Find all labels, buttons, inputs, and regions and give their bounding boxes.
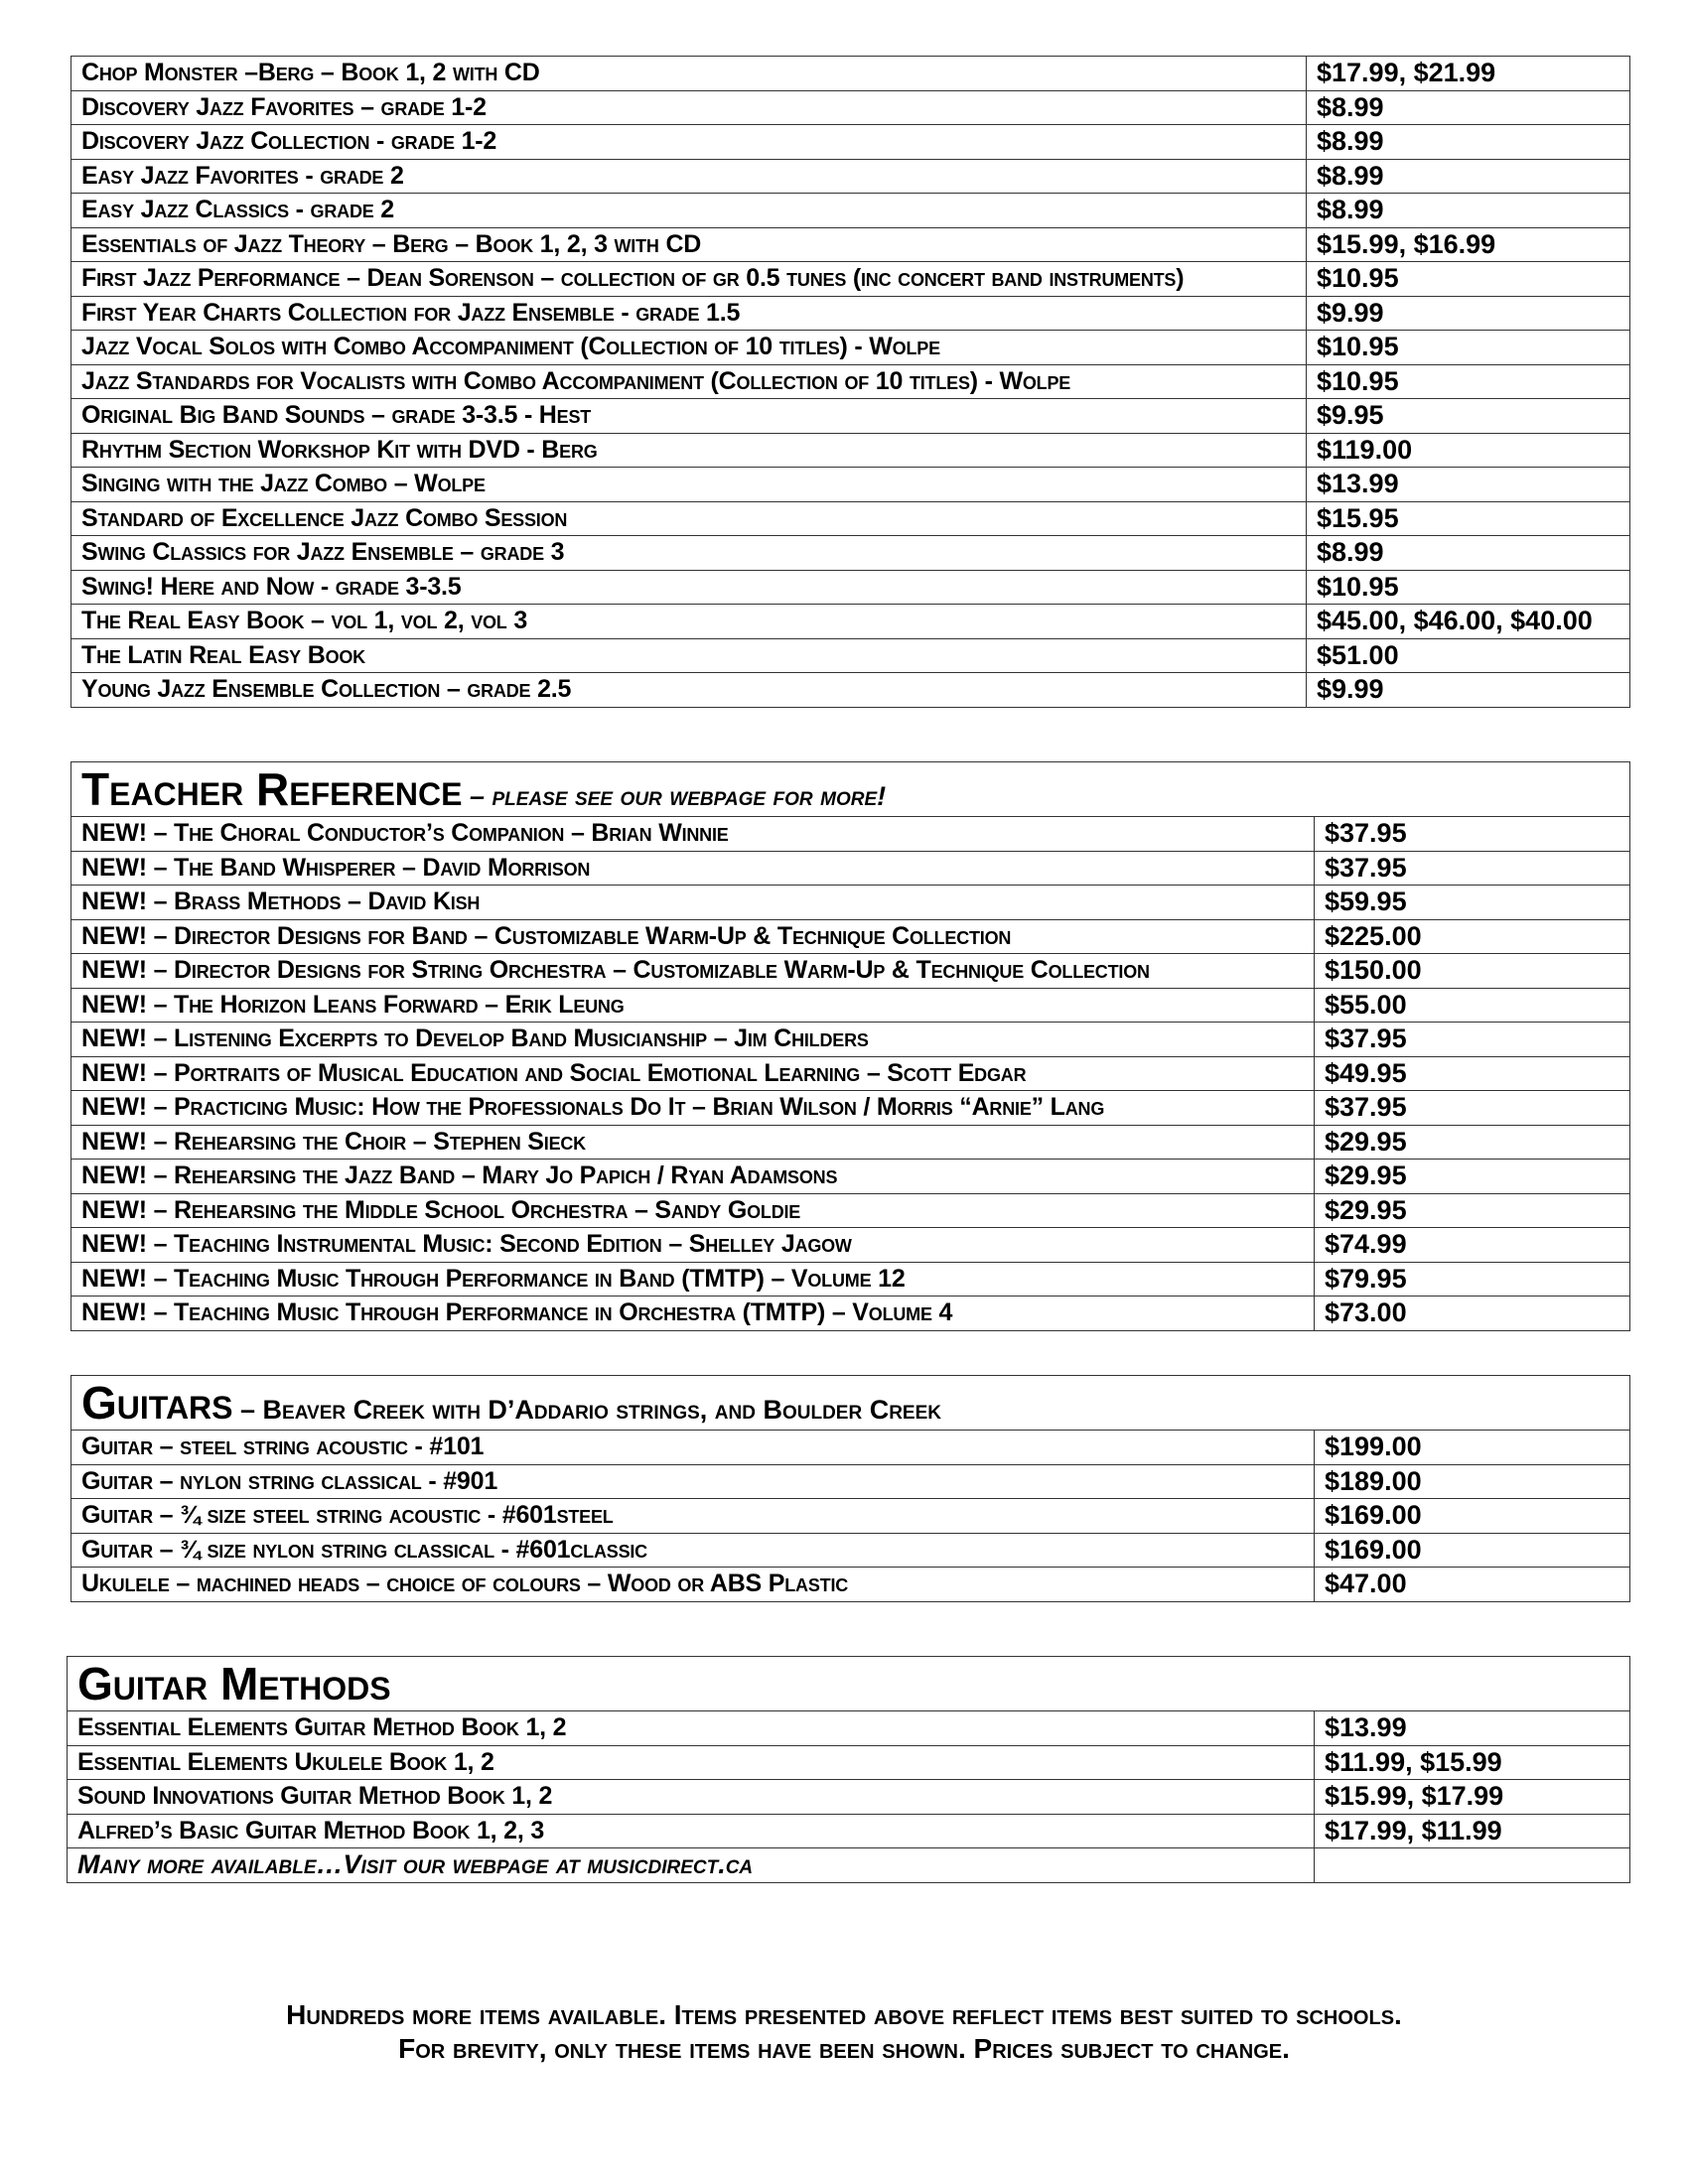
- item-name: Standard of Excellence Jazz Combo Session: [71, 501, 1307, 536]
- table-row: [71, 501, 1630, 536]
- item-name: NEW! – Rehearsing the Middle School Orchestra – Sandy Goldie: [71, 1193, 1315, 1228]
- item-price: $9.95: [1307, 399, 1630, 434]
- item-price: $169.00: [1315, 1499, 1630, 1534]
- item-name: Ukulele – machined heads – choice of colours – Wood or ABS Plastic: [71, 1568, 1315, 1602]
- item-name: NEW! – Director Designs for String Orchestra – Customizable Warm-Up & Technique Collection: [71, 954, 1315, 989]
- guitar-methods-header-row: [68, 1657, 1630, 1711]
- item-name: Jazz Vocal Solos with Combo Accompaniment (Collection of 10 titles) - Wolpe: [71, 331, 1307, 365]
- table-row: [71, 817, 1630, 852]
- guitar-methods-note: Many more available…Visit our webpage at musicdirect.ca: [68, 1848, 1315, 1883]
- table-row: [71, 1023, 1630, 1057]
- table-row: [71, 919, 1630, 954]
- item-price: $37.95: [1315, 851, 1630, 886]
- item-name: Essential Elements Guitar Method Book 1, 2: [68, 1711, 1315, 1746]
- table-row: [71, 638, 1630, 673]
- table-row: [71, 262, 1630, 297]
- table-row: [71, 1533, 1630, 1568]
- item-name: NEW! – The Band Whisperer – David Morrison: [71, 851, 1315, 886]
- guitar-methods-note-row: [68, 1848, 1630, 1883]
- table-row: [71, 57, 1630, 91]
- item-name: NEW! – Listening Excerpts to Develop Band Musicianship – Jim Childers: [71, 1023, 1315, 1057]
- item-name: Discovery Jazz Collection - grade 1-2: [71, 125, 1307, 160]
- item-price: $8.99: [1307, 159, 1630, 194]
- guitar-methods-rows: [68, 1711, 1630, 1848]
- teacher-reference-table: [70, 761, 1630, 1331]
- item-price: $8.99: [1307, 90, 1630, 125]
- item-name: Original Big Band Sounds – grade 3-3.5 - Hest: [71, 399, 1307, 434]
- table-row: [71, 433, 1630, 468]
- item-name: Swing Classics for Jazz Ensemble – grade 3: [71, 536, 1307, 571]
- table-row: [71, 1056, 1630, 1091]
- table-row: [71, 125, 1630, 160]
- table-row: [71, 1193, 1630, 1228]
- item-price: $9.99: [1307, 296, 1630, 331]
- table-row: [68, 1745, 1630, 1780]
- item-name: Alfred’s Basic Guitar Method Book 1, 2, 3: [68, 1814, 1315, 1848]
- item-price: $15.95: [1307, 501, 1630, 536]
- item-price: $29.95: [1315, 1193, 1630, 1228]
- teacher-reference-subtitle: – please see our webpage for more!: [462, 781, 887, 811]
- item-price: $74.99: [1315, 1228, 1630, 1263]
- table-row: [71, 1464, 1630, 1499]
- guitars-title: Guitars: [81, 1377, 233, 1429]
- guitars-subtitle: – Beaver Creek with D’Addario strings, and Boulder Creek: [232, 1395, 941, 1425]
- item-name: NEW! – The Horizon Leans Forward – Erik Leung: [71, 988, 1315, 1023]
- item-price: $17.99, $21.99: [1307, 57, 1630, 91]
- item-price: $37.95: [1315, 1023, 1630, 1057]
- jazz-rows: [71, 57, 1630, 708]
- item-price: $13.99: [1315, 1711, 1630, 1746]
- item-price: $10.95: [1307, 570, 1630, 605]
- item-price: $11.99, $15.99: [1315, 1745, 1630, 1780]
- item-name: Swing! Here and Now - grade 3-3.5: [71, 570, 1307, 605]
- table-row: [71, 468, 1630, 502]
- item-name: Guitar – steel string acoustic - #101: [71, 1431, 1315, 1465]
- item-name: Rhythm Section Workshop Kit with DVD - Berg: [71, 433, 1307, 468]
- item-name: NEW! – Brass Methods – David Kish: [71, 886, 1315, 920]
- table-row: [71, 1431, 1630, 1465]
- table-row: [71, 399, 1630, 434]
- item-name: Essentials of Jazz Theory – Berg – Book 1, 2, 3 with CD: [71, 227, 1307, 262]
- table-row: [71, 605, 1630, 639]
- guitars-header-row: [71, 1376, 1630, 1431]
- item-name: Guitar – ¾ size nylon string classical - #601classic: [71, 1533, 1315, 1568]
- item-price: $150.00: [1315, 954, 1630, 989]
- item-price: $119.00: [1307, 433, 1630, 468]
- item-price: $199.00: [1315, 1431, 1630, 1465]
- item-name: Discovery Jazz Favorites – grade 1-2: [71, 90, 1307, 125]
- item-name: NEW! – Director Designs for Band – Customizable Warm-Up & Technique Collection: [71, 919, 1315, 954]
- table-row: [71, 1568, 1630, 1602]
- item-name: Chop Monster –Berg – Book 1, 2 with CD: [71, 57, 1307, 91]
- table-row: [71, 227, 1630, 262]
- table-row: [71, 159, 1630, 194]
- item-price: $8.99: [1307, 536, 1630, 571]
- item-price: $10.95: [1307, 364, 1630, 399]
- item-name: NEW! – Teaching Instrumental Music: Second Edition – Shelley Jagow: [71, 1228, 1315, 1263]
- item-name: Singing with the Jazz Combo – Wolpe: [71, 468, 1307, 502]
- item-price: $47.00: [1315, 1568, 1630, 1602]
- item-price: $10.95: [1307, 262, 1630, 297]
- item-name: NEW! – Rehearsing the Choir – Stephen Sieck: [71, 1125, 1315, 1160]
- item-name: Guitar – nylon string classical - #901: [71, 1464, 1315, 1499]
- guitar-methods-note-empty-cell: [1315, 1848, 1630, 1883]
- item-price: $189.00: [1315, 1464, 1630, 1499]
- item-price: $225.00: [1315, 919, 1630, 954]
- table-row: [71, 1091, 1630, 1126]
- item-name: Easy Jazz Favorites - grade 2: [71, 159, 1307, 194]
- guitar-methods-title: Guitar Methods: [77, 1658, 391, 1709]
- table-row: [68, 1780, 1630, 1815]
- teacher-reference-title: Teacher Reference: [81, 763, 463, 815]
- table-row: [71, 1499, 1630, 1534]
- item-name: Guitar – ¾ size steel string acoustic - #601steel: [71, 1499, 1315, 1534]
- guitars-heading: [71, 1376, 1630, 1431]
- teacher-reference-heading: [71, 762, 1630, 817]
- item-price: $37.95: [1315, 1091, 1630, 1126]
- item-price: $8.99: [1307, 125, 1630, 160]
- item-price: $59.95: [1315, 886, 1630, 920]
- item-price: $15.99, $16.99: [1307, 227, 1630, 262]
- item-name: The Latin Real Easy Book: [71, 638, 1307, 673]
- jazz-price-table: [70, 56, 1630, 708]
- item-price: $9.99: [1307, 673, 1630, 708]
- item-price: $73.00: [1315, 1297, 1630, 1331]
- item-name: NEW! – Teaching Music Through Performance in Orchestra (TMTP) – Volume 4: [71, 1297, 1315, 1331]
- guitar-methods-heading: [68, 1657, 1630, 1711]
- item-name: Jazz Standards for Vocalists with Combo Accompaniment (Collection of 10 titles) - Wolpe: [71, 364, 1307, 399]
- item-name: NEW! – Rehearsing the Jazz Band – Mary Jo Papich / Ryan Adamsons: [71, 1160, 1315, 1194]
- item-price: $55.00: [1315, 988, 1630, 1023]
- table-row: [68, 1814, 1630, 1848]
- footer-line-2: For brevity, only these items have been shown. Prices subject to change.: [398, 2033, 1290, 2064]
- item-price: $45.00, $46.00, $40.00: [1307, 605, 1630, 639]
- guitar-methods-table: [67, 1656, 1630, 1883]
- table-row: [71, 536, 1630, 571]
- guitars-rows: [71, 1431, 1630, 1602]
- table-row: [71, 1228, 1630, 1263]
- item-name: Essential Elements Ukulele Book 1, 2: [68, 1745, 1315, 1780]
- table-row: [71, 1125, 1630, 1160]
- table-row: [71, 673, 1630, 708]
- item-price: $10.95: [1307, 331, 1630, 365]
- item-price: $13.99: [1307, 468, 1630, 502]
- item-name: NEW! – The Choral Conductor’s Companion – Brian Winnie: [71, 817, 1315, 852]
- item-name: Easy Jazz Classics - grade 2: [71, 194, 1307, 228]
- teacher-reference-header-row: [71, 762, 1630, 817]
- table-row: [71, 851, 1630, 886]
- item-name: Young Jazz Ensemble Collection – grade 2.5: [71, 673, 1307, 708]
- page-footer: [0, 1998, 1688, 2066]
- table-row: [71, 1297, 1630, 1331]
- item-name: The Real Easy Book – vol 1, vol 2, vol 3: [71, 605, 1307, 639]
- item-price: $17.99, $11.99: [1315, 1814, 1630, 1848]
- table-row: [71, 194, 1630, 228]
- item-name: NEW! – Teaching Music Through Performance in Band (TMTP) – Volume 12: [71, 1262, 1315, 1297]
- item-price: $29.95: [1315, 1160, 1630, 1194]
- item-name: Sound Innovations Guitar Method Book 1, 2: [68, 1780, 1315, 1815]
- item-price: $169.00: [1315, 1533, 1630, 1568]
- item-price: $49.95: [1315, 1056, 1630, 1091]
- item-name: NEW! – Portraits of Musical Education and Social Emotional Learning – Scott Edgar: [71, 1056, 1315, 1091]
- table-row: [71, 988, 1630, 1023]
- guitars-table: [70, 1375, 1630, 1602]
- item-price: $8.99: [1307, 194, 1630, 228]
- item-price: $79.95: [1315, 1262, 1630, 1297]
- table-row: [71, 1262, 1630, 1297]
- item-name: First Jazz Performance – Dean Sorenson – collection of gr 0.5 tunes (inc concert band instruments): [71, 262, 1307, 297]
- item-name: First Year Charts Collection for Jazz Ensemble - grade 1.5: [71, 296, 1307, 331]
- table-row: [71, 570, 1630, 605]
- item-name: NEW! – Practicing Music: How the Professionals Do It – Brian Wilson / Morris “Arnie” Lang: [71, 1091, 1315, 1126]
- item-price: $29.95: [1315, 1125, 1630, 1160]
- table-row: [71, 886, 1630, 920]
- footer-line-1: Hundreds more items available. Items presented above reflect items best suited to schools.: [286, 1999, 1402, 2030]
- table-row: [71, 364, 1630, 399]
- table-row: [71, 1160, 1630, 1194]
- table-row: [71, 296, 1630, 331]
- item-price: $51.00: [1307, 638, 1630, 673]
- teacher-reference-rows: [71, 817, 1630, 1331]
- table-row: [71, 90, 1630, 125]
- item-price: $37.95: [1315, 817, 1630, 852]
- table-row: [71, 331, 1630, 365]
- item-price: $15.99, $17.99: [1315, 1780, 1630, 1815]
- table-row: [68, 1711, 1630, 1746]
- table-row: [71, 954, 1630, 989]
